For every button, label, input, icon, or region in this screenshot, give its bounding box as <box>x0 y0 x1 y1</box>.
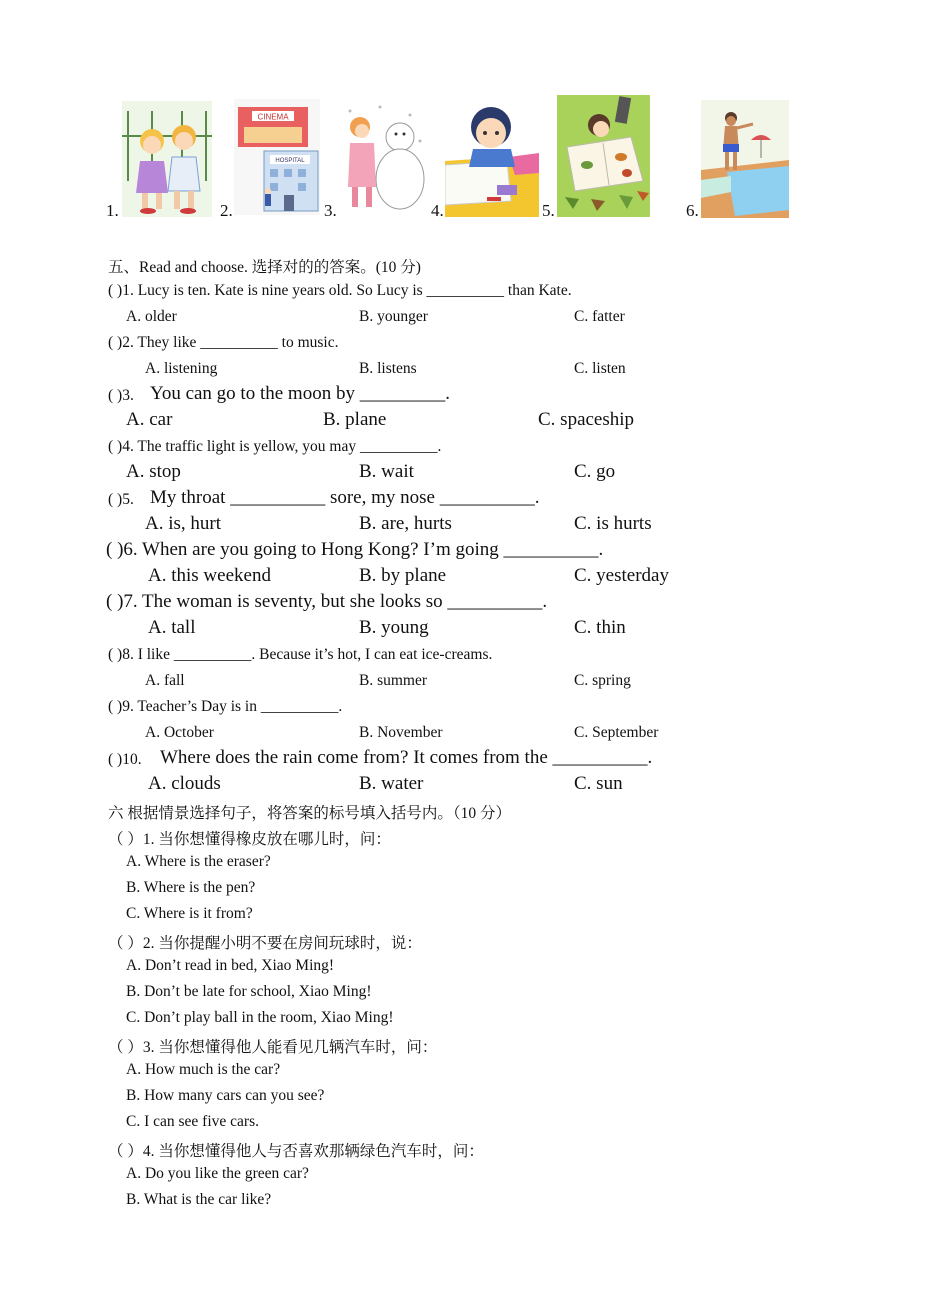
option-c: C. Don’t play ball in the room, Xiao Ming! <box>126 1009 394 1026</box>
boy-drawing-icon <box>445 101 539 217</box>
option-b: B. young <box>359 617 429 638</box>
question-10: Where does the rain come from? It comes from the __________. <box>160 747 653 768</box>
option-a: A. How much is the car? <box>126 1061 281 1078</box>
girl-with-snowman-icon <box>340 101 428 215</box>
picture-number: 4. <box>431 201 444 220</box>
option-a: A. is, hurt <box>145 513 221 534</box>
cinema-sign: CINEMA <box>257 112 289 122</box>
hospital-sign: HOSPITAL <box>275 158 305 164</box>
option-a: A. fall <box>145 672 185 689</box>
picture-number: 1. <box>106 201 119 220</box>
option-b: B. Where is the pen? <box>126 879 256 896</box>
option-b: B. How many cars can you see? <box>126 1087 325 1104</box>
option-c: C. listen <box>574 360 626 377</box>
picture-number: 6. <box>686 201 699 220</box>
option-c: C. sun <box>574 773 623 794</box>
question-5: My throat __________ sore, my nose __________. <box>150 487 540 508</box>
option-b: B. listens <box>359 360 417 377</box>
section-5-heading: 五、Read and choose. 选择对的的答案。(10 分) <box>108 259 421 276</box>
option-b: B. are, hurts <box>359 513 452 534</box>
option-b: B. Don’t be late for school, Xiao Ming! <box>126 983 372 1000</box>
option-b: B. wait <box>359 461 414 482</box>
option-a: A. older <box>126 308 177 325</box>
option-c: C. I can see five cars. <box>126 1113 259 1130</box>
boy-collecting-leaves-icon <box>557 95 650 217</box>
option-b: B. summer <box>359 672 428 689</box>
question-9: ( )9. Teacher’s Day is in __________. <box>108 698 343 715</box>
option-a: A. car <box>126 409 173 430</box>
option-b: B. November <box>359 724 443 741</box>
question-10-number: ( )10. <box>108 751 142 768</box>
option-c: C. Where is it from? <box>126 905 253 922</box>
option-a: A. clouds <box>148 773 221 794</box>
option-b: B. plane <box>323 409 387 430</box>
question-5-number: ( )5. <box>108 491 134 508</box>
option-c: C. fatter <box>574 308 625 325</box>
option-c: C. is hurts <box>574 513 652 534</box>
option-b: B. water <box>359 773 424 794</box>
option-c: C. spring <box>574 672 631 689</box>
option-c: C. spaceship <box>538 409 635 430</box>
option-a: A. stop <box>126 461 181 482</box>
option-c: C. yesterday <box>574 565 669 586</box>
option-a: A. listening <box>145 360 218 377</box>
scenario-1: （ ）1. 当你想懂得橡皮放在哪儿时，问： <box>108 831 391 848</box>
question-4: ( )4. The traffic light is yellow, you may __________. <box>108 438 442 455</box>
option-a: A. this weekend <box>148 565 271 586</box>
option-c: C. go <box>574 461 616 482</box>
option-c: C. September <box>574 724 659 741</box>
picture-number: 5. <box>542 201 555 220</box>
option-c: C. thin <box>574 617 626 638</box>
scenario-4: （ ）4. 当你想懂得他人与否喜欢那辆绿色汽车时，问： <box>108 1143 484 1160</box>
section-6-heading: 六 根据情景选择句子，将答案的标号填入括号内。（10 分） <box>108 805 512 822</box>
cinema-and-hospital-icon <box>234 99 320 215</box>
scenario-2: （ ）2. 当你提醒小明不要在房间玩球时，说： <box>108 935 422 952</box>
option-b: B. What is the car like? <box>126 1191 272 1208</box>
scenario-3: （ ）3. 当你想懂得他人能看见几辆汽车时，问： <box>108 1039 438 1056</box>
option-b: B. by plane <box>359 565 447 586</box>
question-6: ( )6. When are you going to Hong Kong? I’m going __________. <box>106 539 604 560</box>
option-a: A. Where is the eraser? <box>126 853 271 870</box>
picture-number: 2. <box>220 201 233 220</box>
option-a: A. Do you like the green car? <box>126 1165 309 1182</box>
option-a: A. Don’t read in bed, Xiao Ming! <box>126 957 335 974</box>
question-3: You can go to the moon by _________. <box>150 383 450 404</box>
question-7: ( )7. The woman is seventy, but she looks so __________. <box>106 591 548 612</box>
option-b: B. younger <box>359 308 428 325</box>
picture-number: 3. <box>324 201 337 220</box>
question-3-number: ( )3. <box>108 387 134 404</box>
question-1: ( )1. Lucy is ten. Kate is nine years old. So Lucy is __________ than Kate. <box>108 282 572 299</box>
question-8: ( )8. I like __________. Because it’s hot, I can eat ice-creams. <box>108 646 493 663</box>
boy-at-swimming-pool-icon <box>701 100 789 218</box>
question-2: ( )2. They like __________ to music. <box>108 334 339 351</box>
children-walking-to-school-icon <box>122 101 212 217</box>
option-a: A. tall <box>148 617 196 638</box>
option-a: A. October <box>145 724 214 741</box>
